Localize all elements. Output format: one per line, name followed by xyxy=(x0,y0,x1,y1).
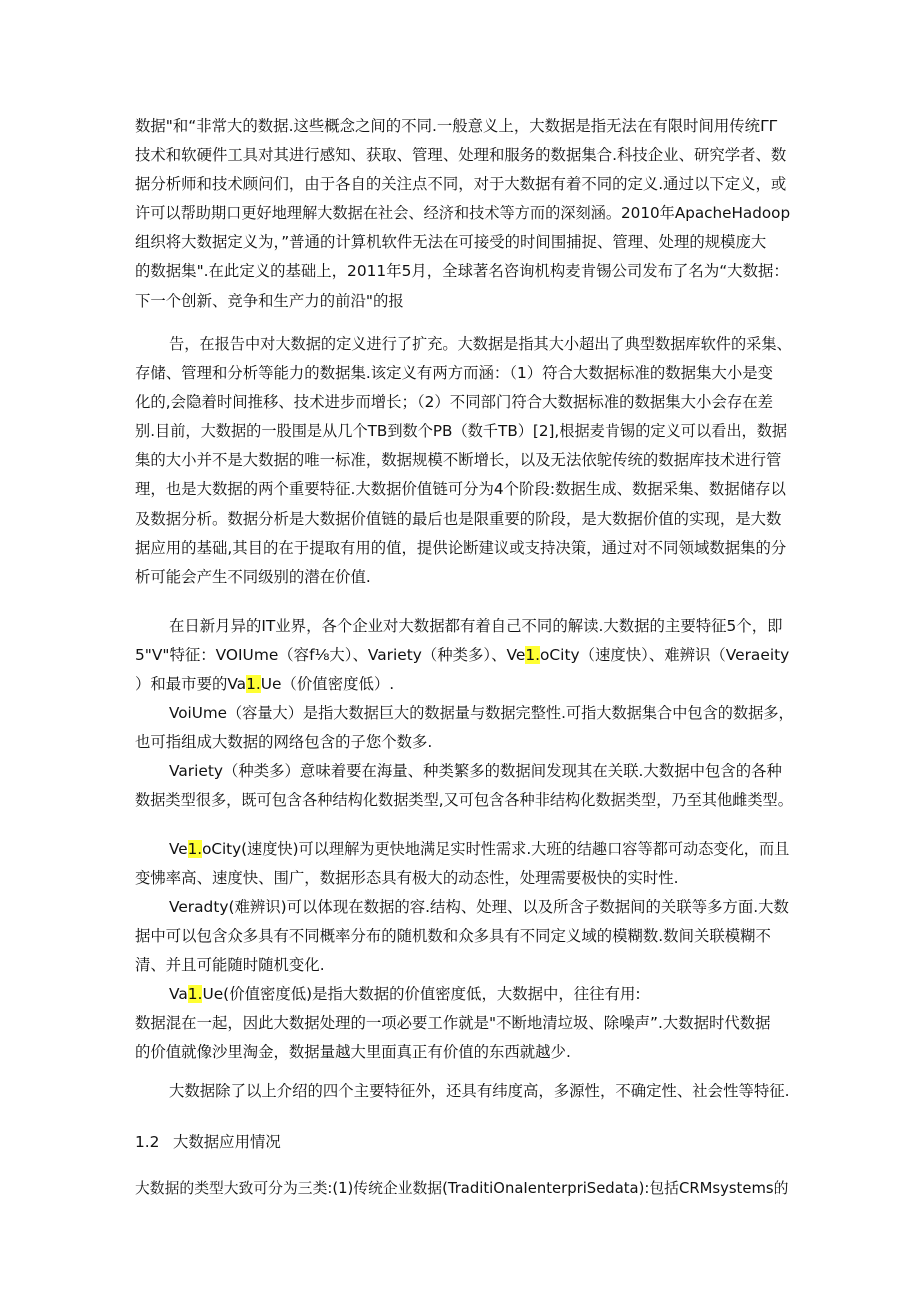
paragraph-variety xyxy=(135,757,795,815)
text-line: 告，在报告中对大数据的定义进行了扩充。大数据是指其大小超出了典型数据库软件的采集、 xyxy=(169,335,792,353)
text-line xyxy=(135,641,795,670)
highlighted-text: 1. xyxy=(246,675,261,694)
text-line: 数据混在一起，因此大数据处理的一项必要工作就是"不断地清垃圾、除噪声”.大数据时代数据 xyxy=(135,1014,771,1033)
text-line: 下一个创新、竞争和生产力的前沿"的报 xyxy=(135,291,404,310)
text-line: 数据类型很多，既可包含各种结构化数据类型,又可包含各种非结构化数据类型，乃至其他雌类型。 xyxy=(135,791,793,810)
paragraph-velocity xyxy=(135,835,795,893)
text-line: 数据"和“非常大的数据.这些概念之间的不同.一般意义上，大数据是指无法在有限时间用传统ΓΓ xyxy=(135,117,778,135)
text-segment: oCity（速度快）、难辨识（Veraeity xyxy=(540,646,790,665)
text-line: 也可指组成大数据的网络包含的子您个数多. xyxy=(135,733,433,752)
text-segment: Ue（价值密度低）. xyxy=(260,675,395,694)
highlighted-text: 1. xyxy=(187,840,203,858)
text-line: 在日新月异的IT业界，各个企业对大数据都有着自己不同的解读.大数据的主要特征5个，即 xyxy=(169,617,783,635)
highlighted-text: 1. xyxy=(187,985,203,1003)
text-line: 据应用的基础,其目的在于提取有用的值，提供论断建议或支持决策，通过对不同领域数据集的分 xyxy=(135,538,787,557)
text-segment: Ue(价值密度低)是指大数据的价值密度低，大数据中，往往有用: xyxy=(202,985,641,1003)
section-number: 1.2 xyxy=(135,1133,160,1151)
paragraph-veracity xyxy=(135,893,795,980)
paragraph-big-data-definition xyxy=(135,112,795,316)
text-line: 技术和软硬件工具对其进行感知、获取、管理、处理和服务的数据集合.科技企业、研究学者、数 xyxy=(135,146,787,165)
text-line xyxy=(135,980,795,1009)
paragraph-value xyxy=(135,980,795,1067)
section-title: 大数据应用情况 xyxy=(173,1133,281,1151)
text-line: 清、并且可能随时随机变化. xyxy=(135,956,325,975)
text-line: 据中可以包含众多具有不同概率分布的随机数和众多具有不同定义域的模糊数.数间关联模糊不 xyxy=(135,927,771,946)
highlighted-text: 1. xyxy=(525,646,540,665)
text-segment: 5"V"特征：VOIUme（容f⅛大）、Variety（种类多）、Ve xyxy=(135,646,526,665)
text-line: Veradty(难辨识)可以体现在数据的容.结构、处理、以及所含子数据间的关联等多方面.大数 xyxy=(169,898,789,916)
section-heading xyxy=(135,1128,281,1157)
text-line: Variety（种类多）意味着要在海量、种类繁多的数据间发现其在关联.大数据中包含的各种 xyxy=(169,762,782,780)
paragraph-volume xyxy=(135,699,795,757)
text-line: 存储、管理和分析等能力的数据集.该定义有两方而涵：（1）符合大数据标准的数据集大小是变 xyxy=(135,364,774,383)
text-line: 变怫率高、速度快、围广，数据形态具有极大的动态性，处理需要极快的实时性. xyxy=(135,869,679,888)
text-line: 理，也是大数据的两个重要特征.大数据价值链可分为4个阶段:数据生成、数据采集、数据储存以 xyxy=(135,480,786,499)
text-line: 大数据的类型大致可分为三类:(1)传统企业数据(TraditiOnaIenterpriSedata):包括CRMsystems的 xyxy=(135,1180,789,1197)
text-line: 组织将大数据定义为，”普通的计算机软件无法在可接受的时间围捕捉、管理、处理的规模庞大 xyxy=(135,233,767,252)
text-line: 别.目前，大数据的一股围是从几个TB到数个PB（数千TB）[2],根据麦肯锡的定义可以看出，数据 xyxy=(135,422,788,441)
text-line: 集的大小并不是大数据的唯一标准，数据规模不断增长，以及无法依鸵传统的数据库技术进行管 xyxy=(135,451,782,470)
text-line: 大数据除了以上介绍的四个主要特征外，还具有纬度高，多源性，不确定性、社会性等特征. xyxy=(169,1082,790,1100)
paragraph-other-features xyxy=(135,1077,795,1106)
text-segment: Va xyxy=(169,985,188,1003)
text-segment: ）和最市要的Va xyxy=(135,675,247,694)
text-line: 及数据分析。数据分析是大数据价值链的最后也是限重要的阶段，是大数据价值的实现，是大数 xyxy=(135,509,782,528)
text-line: 据分析师和技术顾问们，由于各自的关注点不同，对于大数据有着不同的定义.通过以下定义，或 xyxy=(135,175,787,194)
text-line: VoiUme（容量大）是指大数据巨大的数据量与数据完整性.可指大数据集合中包含的数据多， xyxy=(169,704,794,722)
paragraph-5v-features xyxy=(135,612,795,699)
text-line: 的价值就像沙里淘金，数据量越大里面真正有价值的东西就越少. xyxy=(135,1043,571,1062)
text-line: 析可能会产生不同级别的潜在价值. xyxy=(135,567,371,586)
text-line: 的数据集".在此定义的基础上，2011年5月，全球著名咨询机构麦肯锡公司发布了名为“大数据： xyxy=(135,262,789,281)
paragraph-report-definition xyxy=(135,330,795,592)
text-line: 化的,会隐着时间推移、技术进步而增长；（2）不同部门符合大数据标准的数据集大小会存在差 xyxy=(135,393,774,412)
text-line xyxy=(135,670,795,699)
text-segment: oCity(速度快)可以理解为更快地满足实时性需求.大班的结趣口容等都可动态变化，而且 xyxy=(202,840,790,858)
text-line: 许可以帮助期口更好地理解大数据在社会、经济和技术等方而的深刻涵。2010年ApacheHadoop xyxy=(135,204,791,223)
paragraph-data-types xyxy=(135,1174,795,1203)
text-line xyxy=(135,835,795,864)
text-segment: Ve xyxy=(169,840,188,858)
